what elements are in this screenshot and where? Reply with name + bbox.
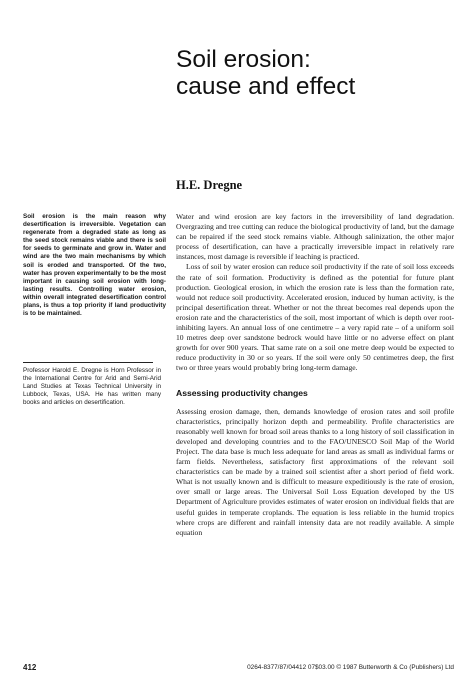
abstract: Soil erosion is the main reason why desertification is irreversible. Vegetation can regenerate from a degraded state as long as the seed stock remains viable and there is soil for seeds to germinate and grow in. Water and wind are the two main mechanisms by which soil is eroded and transported. Of the two, water has proven experimentally to be the most important in causing soil erosion with long-lasting results. Controlling water erosion, within overall integrated desertification control plans, is thus a top priority if land productivity is to be maintained. (23, 213, 166, 318)
publication-info: 0264-8377/87/04412 07$03.00 © 1987 Butterworth & Co (Publishers) Ltd (247, 664, 454, 671)
section-paragraph: Assessing erosion damage, then, demands knowledge of erosion rates and soil profile characteristics, principally horizon depth and permeability. Profile characteristics are reasonably well known for broad soil areas thanks to a long history of soil classification in developed and developing countries and to the FAO/UNESCO Soil Map of the World Project. The data base is much less adequate for land areas as small as individual farms or farm fields. Nevertheless, satisfactory first approximations of the relevant soil characteristics can be made by a trained soil scientist after a short period of field work. What is not usually known and is difficult to measure expeditiously is the rate of erosion, over small or large areas. The Universal Soil Loss Equation developed by the US Department of Agriculture provides estimates of water erosion on individual fields that are useful guides in temperate croplands. The equation is less reliable in the humid tropics where crops are different and rainfall intensity data are not readily available. A simple equation (176, 406, 454, 537)
section-heading: Assessing productivity changes (176, 387, 308, 398)
abstract-divider (23, 362, 153, 363)
body-paragraph-1: Water and wind erosion are key factors in the irreversibility of land degradation. Overgrazing and tree cutting can reduce the biological productivity of land, but the damage can be repaired if the seed stock remains viable. Although salinization, the other major process of desertification, can have a practically irreversible impact in relatively rare instances, most damage is reversible if leaching is practiced. (176, 212, 454, 262)
article-title-line-1: Soil erosion: (176, 46, 311, 73)
main-text-column (176, 212, 454, 538)
article-title-line-2: cause and effect (176, 73, 356, 100)
author-name: H.E. Dregne (176, 178, 243, 192)
page-number: 412 (23, 663, 37, 672)
article-title (176, 46, 456, 100)
author-affiliation: Professor Harold E. Dregne is Horn Professor in the International Centre for Arid and Semi-Arid Land Studies at Texas Technical University in Lubbock, Texas, USA. He has written many books and articles on desertification. (23, 367, 161, 407)
body-paragraph-2: Loss of soil by water erosion can reduce soil productivity if the rate of soil loss exceeds the rate of soil formation. Productivity is defined as the potential for future plant production. Geological erosion, in which the erosion rate is less than the formation rate, would not reduce soil productivity. Accelerated erosion, induced by human activity, is the principal desertification threat. Whether or not the threat becomes real depends upon the erosion rate and the characteristics of the soil, most important of which is depth over root-inhibiting layers. An annual loss of one centimetre – a very rapid rate – of a uniform soil 10 metres deep over sandstone bedrock would have little or no adverse effect on plant growth for over 900 years. That same rate on a soil one metre deep would be expected to reduce productivity in 30 or so years. If the soil were only 50 centimetres deep, the first two or three years would probably bring long-term damage. (176, 262, 454, 373)
